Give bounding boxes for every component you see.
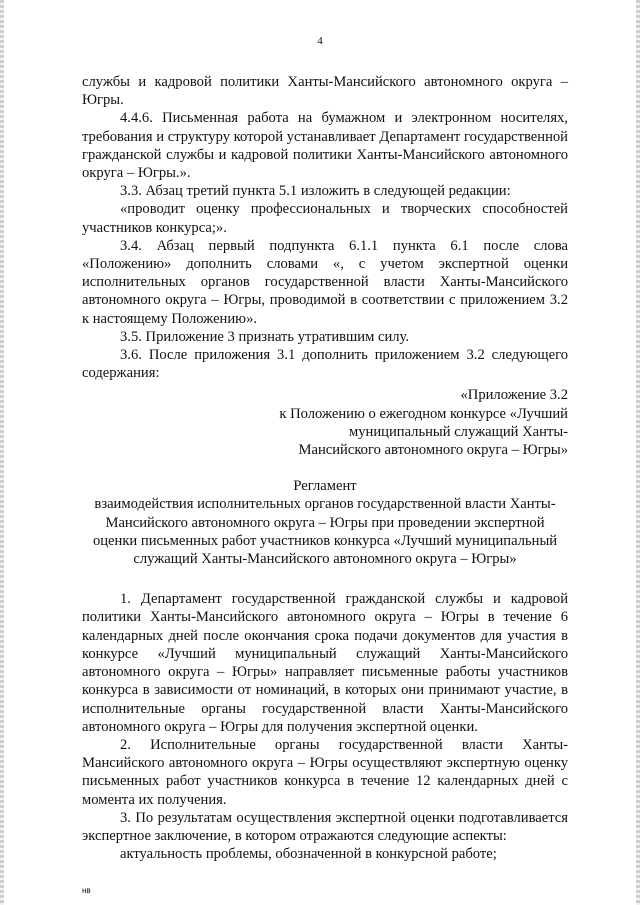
paragraph: актуальность проблемы, обозначенной в конкурсной работе; <box>120 846 497 863</box>
regulation-title: Регламент <box>293 478 357 495</box>
document-body <box>82 73 568 863</box>
regulation-subtitle-line: взаимодействия исполнительных органов государственной власти Ханты- <box>94 496 556 513</box>
appendix-header-line: «Приложение 3.2 <box>460 387 568 404</box>
appendix-header <box>82 386 568 459</box>
regulation-subtitle-line: оценки письменных работ участников конкурса «Лучший муниципальный <box>92 532 558 549</box>
appendix-header-line: муниципальный служащий Ханты- <box>349 423 568 440</box>
paragraph: 2. Исполнительные органы государственной власти Ханты-Мансийского автономного округа – Югры осуществляют экспертную оценку письменных работ участников конкурса в течение 12 календарных дней с момента их получения. <box>82 736 568 808</box>
footer-initials: нв <box>82 886 91 895</box>
paragraph: 3. По результатам осуществления экспертной оценки подготавливается экспертное заключение, в котором отражаются следующие аспекты: <box>82 809 568 844</box>
appendix-header-line: Мансийского автономного округа – Югры» <box>298 442 568 459</box>
paragraph: «проводит оценку профессиональных и творческих способностей участников конкурса;». <box>82 201 568 236</box>
paragraph: 3.5. Приложение 3 признать утратившим силу. <box>120 328 410 345</box>
paragraph: 3.4. Абзац первый подпункта 6.1.1 пункта 6.1 после слова «Положению» дополнить словами «, с учетом экспертной оценки исполнительных органов государственной власти Ханты-Мансийского автономного округа – Югры, проводимой в соответствии с приложением 3.2 к настоящему Положению». <box>82 237 568 327</box>
regulation-subtitle <box>82 495 568 568</box>
paragraph: службы и кадровой политики Ханты-Мансийского автономного округа – Югры. <box>82 74 568 109</box>
paragraph: 4.4.6. Письменная работа на бумажном и электронном носителях, требования и структуру которой устанавливает Департамент государственной гражданской службы и кадровой политики Ханты-Мансийского автономного округа – Югры.». <box>82 110 568 182</box>
scan-edge-left <box>0 0 4 905</box>
scan-edge-right <box>636 0 640 905</box>
paragraph: 3.3. Абзац третий пункта 5.1 изложить в следующей редакции: <box>120 183 511 200</box>
paragraph: 1. Департамент государственной гражданской службы и кадровой политики Ханты-Мансийского автономного округа – Югры в течение 6 календарных дней после окончания срока подачи документов для участия в конкурсе «Лучший муниципальный служащий Ханты-Мансийского автономного округа – Югры» направляет письменные работы участников конкурса в зависимости от номинаций, в которых они принимают участие, в исполнительные органы государственной власти Ханты-Мансийского автономного округа – Югры для получения экспертной оценки. <box>82 591 568 735</box>
regulation-subtitle-line: Мансийского автономного округа – Югры при проведении экспертной <box>105 514 545 531</box>
appendix-header-line: к Положению о ежегодном конкурсе «Лучший <box>279 405 568 422</box>
page-number: 4 <box>317 35 323 47</box>
paragraph: 3.6. После приложения 3.1 дополнить приложением 3.2 следующего содержания: <box>82 347 568 382</box>
regulation-subtitle-line: служащий Ханты-Мансийского автономного округа – Югры» <box>133 551 517 568</box>
spacer <box>82 568 568 590</box>
